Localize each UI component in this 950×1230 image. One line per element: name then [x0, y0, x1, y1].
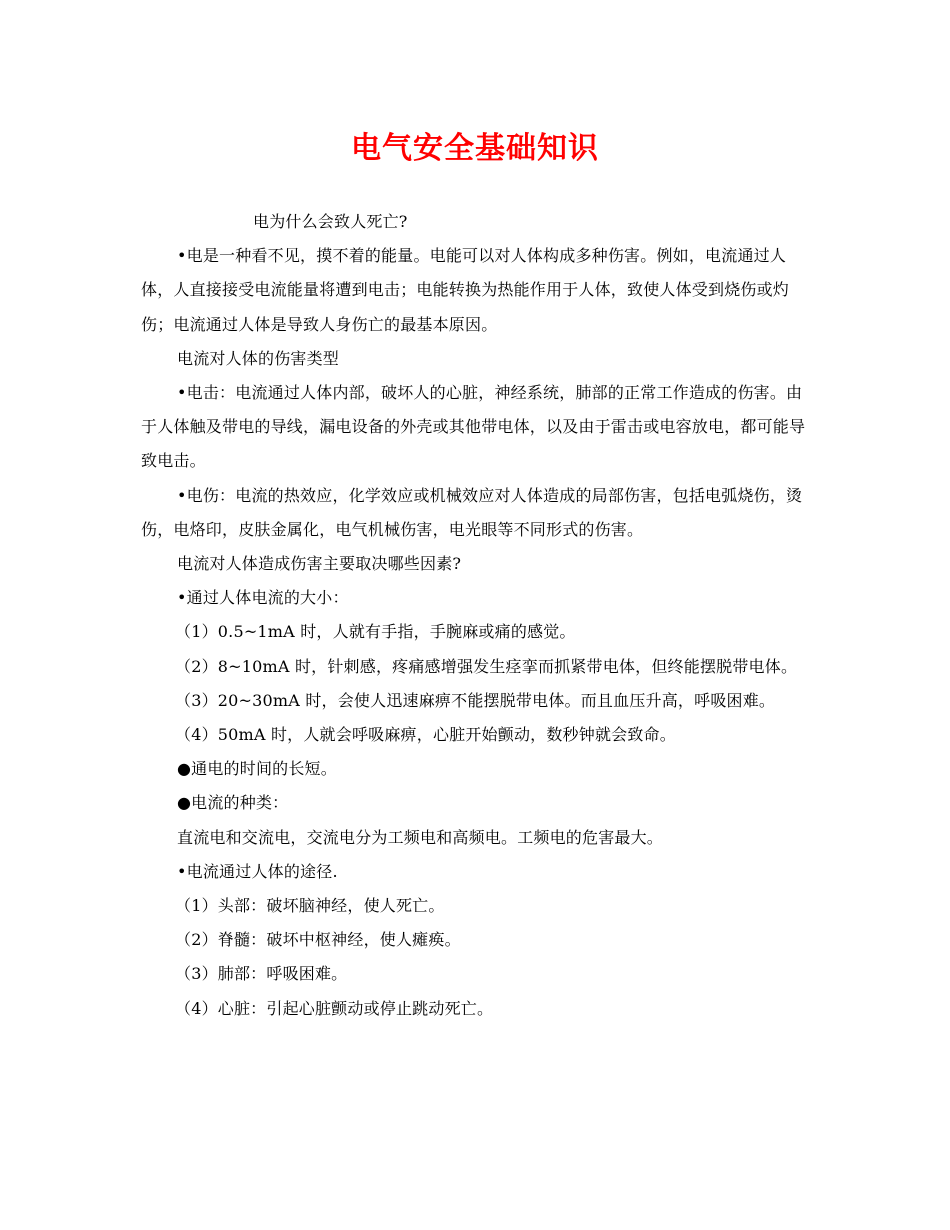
list-item-current-3: （3）20~30mA 时，会使人迅速麻痹不能摆脱带电体。而且血压升高，呼吸困难。	[175, 690, 776, 710]
list-item-path-2: （2）脊髓：破坏中枢神经，使人瘫痪。	[175, 930, 461, 950]
list-item-path-1: （1）头部：破坏脑神经，使人死亡。	[175, 896, 445, 916]
paragraph-electric-shock: •电击：电流通过人体内部，破坏人的心脏，神经系统，肺部的正常工作造成的伤害。由于人体触及带电的导线，漏电设备的外壳或其他带电体，以及由于雷击或电容放电，都可能导致电击。	[141, 383, 806, 471]
bullet-duration: ●通电的时间的长短。	[177, 759, 337, 779]
document-body	[141, 205, 813, 1026]
list-item-current-4: （4）50mA 时，人就会呼吸麻痹，心脏开始颤动，数秒钟就会致命。	[175, 725, 676, 745]
bullet-current-type: ●电流的种类：	[177, 793, 289, 813]
bullet-current-path: •电流通过人体的途径.	[177, 861, 338, 881]
list-item-current-2: （2）8~10mA 时，针刺感，疼痛感增强发生痉挛而抓紧带电体，但终能摆脱带电体。	[175, 656, 798, 676]
bullet-current-magnitude: •通过人体电流的大小：	[177, 588, 349, 608]
section-heading-factors: 电流对人体造成伤害主要取决哪些因素?	[177, 554, 462, 574]
section-heading-harm-types: 电流对人体的伤害类型	[177, 348, 340, 368]
list-item-current-1: （1）0.5~1mA 时，人就有手指，手腕麻或痛的感觉。	[175, 622, 576, 642]
paragraph-electricity-intro: •电是一种看不见，摸不着的能量。电能可以对人体构成多种伤害。例如，电流通过人体，人直接接受电流能量将遭到电击；电能转换为热能作用于人体，致使人体受到烧伤或灼伤；电流通过人体是导致人身伤亡的最基本原因。	[141, 246, 790, 334]
document-title: 电气安全基础知识	[351, 131, 599, 166]
paragraph-dc-ac: 直流电和交流电，交流电分为工频电和高频电。工频电的危害最大。	[177, 827, 664, 847]
question-heading: 电为什么会致人死亡?	[253, 212, 408, 231]
paragraph-electric-injury: •电伤：电流的热效应，化学效应或机械效应对人体造成的局部伤害，包括电弧烧伤，烫伤，电烙印，皮肤金属化，电气机械伤害，电光眼等不同形式的伤害。	[141, 485, 803, 539]
list-item-path-4: （4）心脏：引起心脏颤动或停止跳动死亡。	[175, 998, 494, 1018]
list-item-path-3: （3）肺部：呼吸困难。	[175, 964, 348, 984]
